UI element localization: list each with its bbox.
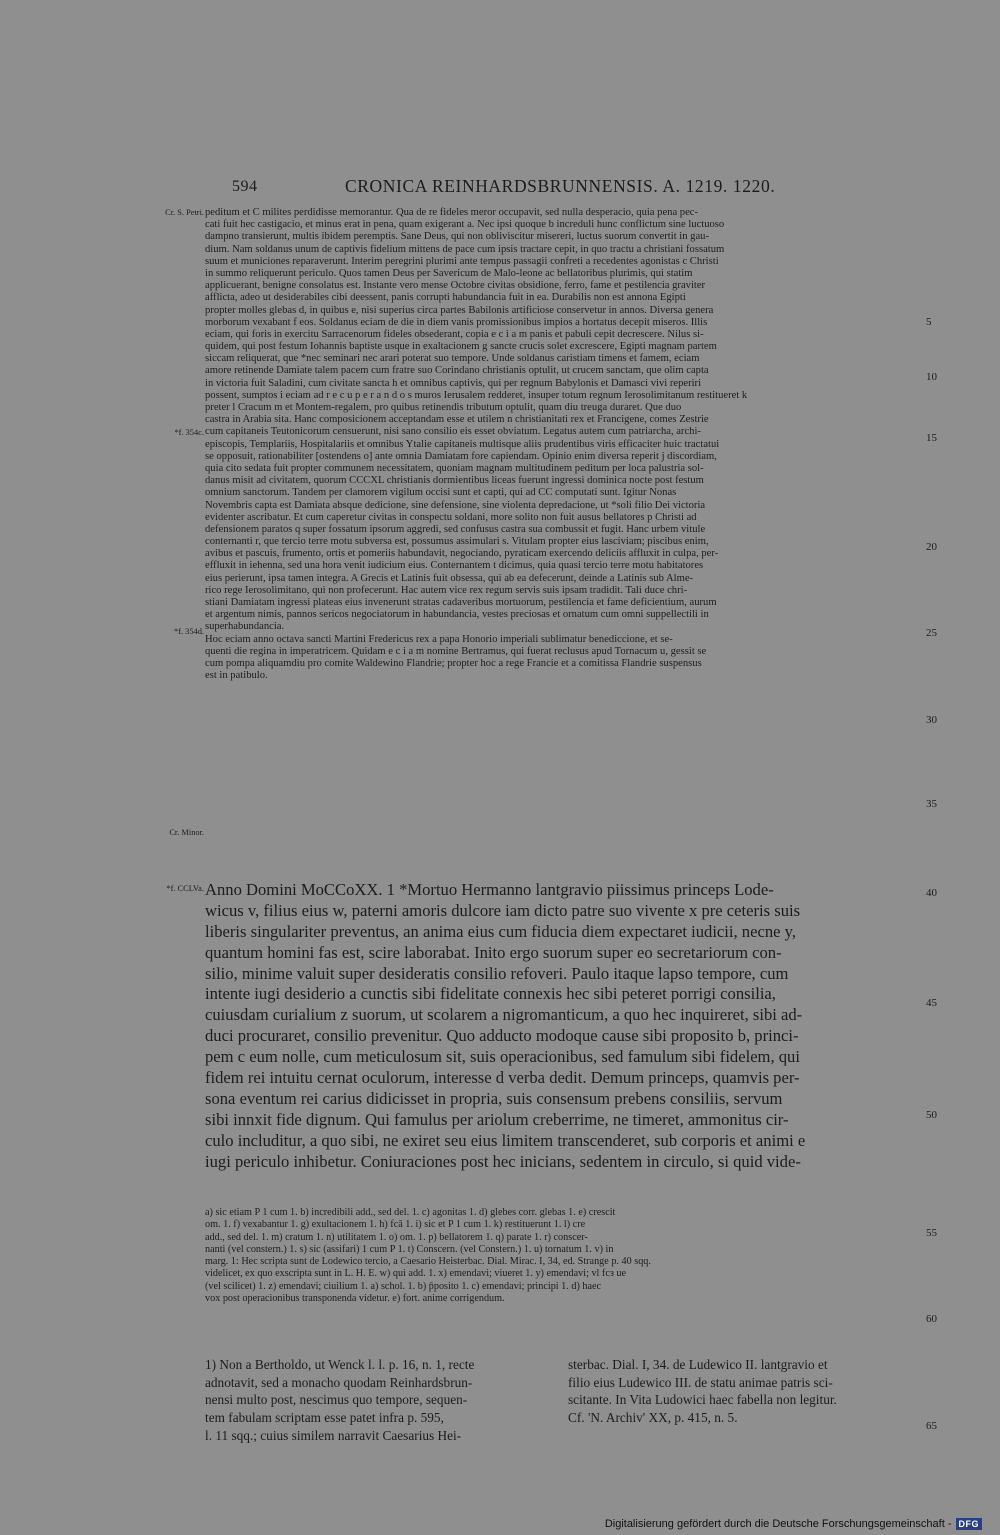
text-line: cuiusdam curialium z suorum, ut scolarem a nigromanticum, a quo hec inquireret, sibi ad- <box>205 1005 803 1025</box>
text-line: in summo reliquerunt periculo. Quos tamen Deus per Savericum de Malo-leone ac bellatoribus plurimis, qui statim <box>205 267 693 279</box>
text-line: propter molles glebas d, in quibus e, nisi superius circa partes Babilonis artificiose conservetur in annos. Diversa genera <box>205 304 714 316</box>
text-line: iugi periculo inhibetur. Coniuraciones post hec inicians, sedentem in circulo, si quid vide- <box>205 1151 801 1171</box>
margin-note-cr-minor: Cr. Minor. <box>169 828 204 837</box>
text-line: Anno Domini MoCCoXX. 1 *Mortuo Hermanno lantgravio piissimus princeps Lode- <box>205 880 774 899</box>
main-text-small <box>205 207 922 682</box>
line-number: 50 <box>926 1109 937 1121</box>
text-line: cum capitaneis Teutonicorum censuerunt, nisi sano consilio eis esset obviatum. Legatus autem cum patriarcha, archi- <box>205 426 701 438</box>
text-line: peditum et C milites perdidisse memorantur. Qua de re fideles meror occupavit, sed nulla desperacio, quia pena pec- <box>205 207 699 218</box>
footnote-line: nanti (vel constern.) 1. s) sic (assifari) 1 cum P 1. t) Conscern. (vel Constern.) 1. u) tornatum 1. v) in <box>205 1243 614 1255</box>
text-line: conternanti r, que tercio terre motu subversa est, possumus assimulari s. Vitulam propter eius lasciviam; piscibus enim, <box>205 536 709 548</box>
footnote-line: a) sic etiam P 1 cum 1. b) incredibili add., sed del. 1. c) agonitas 1. d) glebes corr. glebas 1. e) crescit <box>205 1207 616 1218</box>
annotation-right-column <box>568 1356 928 1427</box>
annotation-left-column <box>205 1356 545 1444</box>
text-line: pem c eum nolle, cum meticulosum sit, suis operacionibus, sed famulum sibi fidelem, qui <box>205 1047 800 1067</box>
line-number: 15 <box>926 432 937 444</box>
text-line: silio, minime valuit super desideratis consilio refoveri. Paulo itaque lapso tempore, cum <box>205 963 789 983</box>
footnote-line: vox post operacionibus transponenda videtur. e) fort. anime corrigendum. <box>205 1293 505 1305</box>
annotation-line: scitante. In Vita Ludowici haec fabella non legitur. <box>568 1392 837 1408</box>
text-line: rico rege Ierosolimitano, qui non profecerunt. Hac autem vice rex regum servis suis ipsam tradidit. Tali duce chri- <box>205 584 688 596</box>
text-line: sibi innxit fide dignum. Qui famulus per ariolum creberrime, ne timeret, ammonitus cir- <box>205 1109 789 1129</box>
annotation-line: 1) Non a Bertholdo, ut Wenck l. l. p. 16, n. 1, recte <box>205 1357 475 1372</box>
footnote-line: add., sed del. 1. m) cratum 1. n) utilitatem 1. o) om. 1. p) bellatorem 1. q) parate 1. r) conscer- <box>205 1231 588 1243</box>
text-line: quia cito sedata fuit propter communem necessitatem, quoniam magnam multitudinem peditum per loca palustria sol- <box>205 462 704 474</box>
text-line: quantum homini fas est, scire laborabat. Inito ergo suorum super eo secretariorum con- <box>205 942 782 962</box>
page-number: 594 <box>232 178 258 195</box>
line-number: 65 <box>926 1420 937 1432</box>
margin-note-cr-s-petri: Cr. S. Petri. <box>165 208 204 217</box>
text-line: omnium sanctorum. Tandem per clamorem vigilum occisi sunt et capti, qui ad CC computati sunt. Igitur Nonas <box>205 487 677 499</box>
text-line: liberis singulariter preventus, an anima eius cum fiducia diem expectaret iudicii, necne y, <box>205 921 797 941</box>
text-line: est in patibulo. <box>205 670 268 682</box>
text-line: superhabundancia. <box>205 621 285 633</box>
text-line: siccam reliquerat, que *nec seminari nec arari poterat suo tempore. Unde soldanus caristiam timens et famem, eciam <box>205 353 700 365</box>
running-title: CRONICA REINHARDSBRUNNENSIS. A. 1219. 1220. <box>345 176 776 196</box>
line-number: 40 <box>926 887 937 899</box>
line-number: 25 <box>926 627 937 639</box>
text-line: effluxit in iehenna, sed una hora venit iudicium eius. Conternantem t dicimus, quia quasi tercio terre motu habitatores <box>205 560 704 572</box>
text-line: eciam, qui foris in exercitu Sarracenorum fideles obsederant, copia e c i a m panis et pabuli cepit decrescere. Nilus si- <box>205 328 704 340</box>
annotation-line: filio eius Ludewico III. de statu animae patris sci- <box>568 1374 833 1390</box>
text-line: quidem, qui post festum Iohannis baptiste usque in exaltacionem g sancte crucis solet excrescere, Egipti magnam partem <box>205 341 717 353</box>
text-line: applicuerant, benigne consolatus est. Instante vero mense Octobre civitas obsidione, ferro, fame et pestilencia graviter <box>205 280 706 292</box>
text-line: duci procuraret, consilio prevenitur. Quo adducto modoque cause sibi proposito b, princi- <box>205 1026 799 1046</box>
annotation-line: Cf. 'N. Archiv' XX, p. 415, n. 5. <box>568 1410 738 1426</box>
footnotes <box>205 1207 922 1305</box>
line-number: 55 <box>926 1227 937 1239</box>
text-line: danus misit ad civitatem, quorum CCCXL christianis dormientibus liceas fuerunt ingressi dominica noctе post festum <box>205 475 704 487</box>
annotation-line: sterbac. Dial. I, 34. de Ludewico II. lantgravio et <box>568 1357 828 1372</box>
text-line: avibus et pascuis, frumento, ortis et pomeriis habundavit, negociando, pyraticam exercendo deliciis affluxit in culpa, per- <box>205 548 719 560</box>
text-line: suum et municiones reparaverunt. Interim peregrini plurimi ante tempus passagii confreti a recedentes agonistas c Christi <box>205 255 719 267</box>
footnote-line: videlicet, ex quo exscripta sunt in L. H. E. w) qui add. 1. x) emendavi; viueret 1. y) emendavi; vl fcз ue <box>205 1268 627 1280</box>
text-line: se opposuit, rationabiliter [ostendens o] ante omnia Damiatam fore capiendam. Opinio enim diversa reperit j discordiam, <box>205 450 717 462</box>
line-number: 20 <box>926 541 937 553</box>
text-line: quenti die regina in imperatricem. Quidam e c i a m nomine Bertramus, qui fuerat reclusus apud Tornacum u, gessit se <box>205 645 707 657</box>
footnote-line: marg. 1: Hec scripta sunt de Lodewico tercio, a Caesario Heisterbac. Dial. Mirac. I, 34, ed. Strange p. 40 sqq. <box>205 1256 651 1268</box>
text-line: castra in Arabia sita. Hanc composicionem acceptandam esse et utilem n christianitati rex et Francigene, comes Zestrie <box>205 414 709 426</box>
text-line: defensionem paratos q super fossatum ipsorum aggredi, sed confusus castra sua combussit et fugit. Hanc urbem vitule <box>205 523 706 535</box>
annotation-line: l. 11 sqq.; cuius similem narravit Caesarius Hei- <box>205 1427 462 1443</box>
margin-note-f-cclv: *f. CCLVa. <box>166 884 204 893</box>
text-line: fidem rei intuitu cernat oculorum, interesse d verba dedit. Demum princeps, quamvis per- <box>205 1068 800 1088</box>
text-line: wicus v, filius eius w, paterni amoris dulcore iam dicto patre suo vivente x pre ceteris suis <box>205 900 801 920</box>
text-line: cati fuit hec castigacio, et minus erat in pena, quam exigerant a. Nec ipsi quoque b increduli hunc conflictum sine luctuoso <box>205 219 725 231</box>
footnote-line: (vel scilicet) 1. z) emendavi; ciuilium 1. a) schol. 1. b) p̄posito 1. c) emendavi; principi 1. d) haec <box>205 1280 602 1292</box>
text-line: morborum vexabant f eos. Soldanus eciam de die in diem vanis promissionibus impios a hortatus decepit miseros. Illis <box>205 316 708 328</box>
footnote-line: om. 1. f) vexabantur 1. g) exultacionem 1. h) fcā 1. i) sic et P 1 cum 1. k) restituerunt 1. l) cre <box>205 1219 586 1231</box>
text-line: intente iugi desiderio a cunctis sibi fidelitate connexis hec sibi peteret porrigi consilia, <box>205 984 776 1004</box>
text-line: sona eventum rei carius didicisset in propria, suis consensum prebens consiliis, servum <box>205 1088 783 1108</box>
margin-note-f354c: *f. 354c. <box>174 428 204 437</box>
text-line: evidenter ascribatur. Et cum caperetur civitas in conspectu soldani, more solito non fuit ausus bellatores p Christi ad <box>205 511 697 523</box>
text-line: et argentum nimis, pannos sericos negociatorum in habundancia, vestes preciosas et ornatum cum omni suppellectili in <box>205 609 709 621</box>
text-line: episcopis, Templariis, Hospitalariis et omnibus Ytalie capitaneis multisque aliis prudentibus viris efficaciter huic tractatui <box>205 438 720 450</box>
text-line: in victoria fuit Saladini, cum civitate sancta h et omnibus captivis, qui per regnum Babylonis et Damasci vivi reperiri <box>205 377 702 389</box>
line-number: 10 <box>926 371 937 383</box>
text-line: preter l Cracum m et Montem-regalem, pro quibus retinendis tributum optulit, quam diu treuga duraret. Que duo <box>205 402 682 413</box>
line-number: 30 <box>926 714 937 726</box>
text-line: dium. Nam soldanus unum de captivis fidelium mittens de pace cum ipsis tractare cepit, in quo tractu a christiani fossatum <box>205 243 725 255</box>
digitization-footer <box>605 1518 982 1530</box>
text-line: Novembris capta est Damiata absque dedicione, sine defensione, sine violenta depredacione, ut *soli filio Dei victoria <box>205 499 706 511</box>
line-number: 35 <box>926 798 937 810</box>
text-line: amore retinende Damiate talem pacem cum fratre suo Corindano christianis optulit, ut crucem sanctam, que olim capta <box>205 365 709 377</box>
text-line: Hoc eciam anno octava sancti Martini Fredericus rex a papa Honorio imperiali sublimatur benediccione, et se- <box>205 633 673 645</box>
line-number: 60 <box>926 1313 937 1325</box>
annotation-line: tem fabulam scriptam esse patet infra p. 595, <box>205 1410 444 1426</box>
text-line: stiani Damiatam ingressi plateas eius invenerunt stratas cadaveribus mortuorum, pestilencia et fame deficientium, aurum <box>205 597 717 608</box>
text-line: afflicta, adeo ut desiderabiles cibi deessent, panis corrupti habundancia fuit in ea. Durabilis non est annona Egipti <box>205 292 686 304</box>
line-number: 5 <box>926 316 932 328</box>
text-line: eius perierunt, ipsa tamen integra. A Grecis et Latinis fuit obsessa, qui ab ea defecerunt, deinde a Latinis sub Alme- <box>205 572 694 584</box>
footer-text: Digitalisierung gefördert durch die Deutsche Forschungsgemeinschaft - <box>604 1518 952 1530</box>
margin-note-f354d: *f. 354d. <box>173 627 204 636</box>
line-number: 45 <box>926 997 937 1009</box>
annotation-line: nensi multo post, nescimus quo tempore, sequen- <box>205 1392 468 1408</box>
text-line: dampno transierunt, multis ibidem peremptis. Sane Deus, qui non obliviscitur misereri, luctus suorum convertit in gau- <box>205 231 709 243</box>
main-text-large <box>205 880 922 1172</box>
text-line: possent, sumptos i eciam ad r e c u p e r a n d o s muros Ierusalem redderet, insuper totum regnum Ierosolimitanum restitueret k <box>205 389 748 401</box>
dfg-logo: DFG <box>956 1518 983 1530</box>
text-line: cum pompa aliquamdiu pro comite Waldewino Flandrie; propter hoc a rege Francie et a comitissa Flandrie suspensus <box>205 657 702 669</box>
text-line: culo includitur, a quo sibi, ne exiret seu eius limitem transcenderet, sub corporis et animi e <box>205 1130 806 1150</box>
annotation-line: adnotavit, sed a monacho quodam Reinhardsbrun- <box>205 1374 473 1390</box>
